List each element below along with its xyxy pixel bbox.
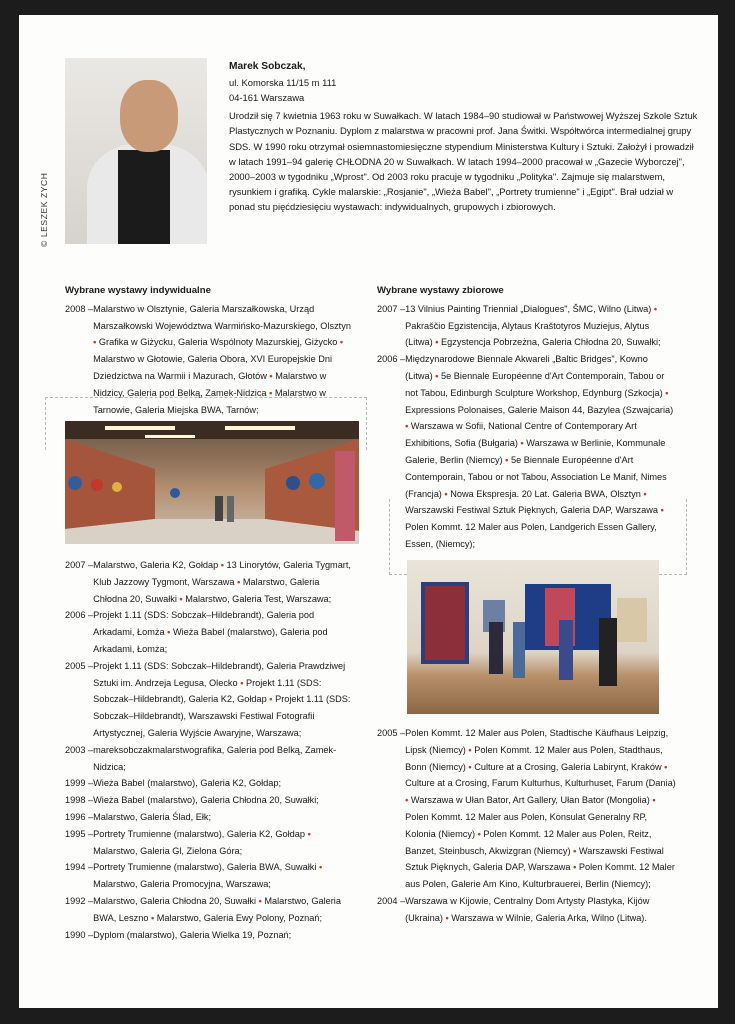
- address-line-1: ul. Komorska 11/15 m 111: [229, 77, 337, 89]
- exhibition-item: Wieża Babel (malarstwo), Galeria K2, Gołdap;: [93, 778, 282, 789]
- collective-exhibitions-heading: Wybrane wystawy zbiorowe: [377, 285, 504, 296]
- bullet-separator: •: [234, 576, 243, 587]
- bullet-separator: •: [176, 593, 186, 604]
- exhibition-year-entry: [65, 826, 355, 860]
- exhibition-item: Malarstwo, Galeria BWA, Leszno: [93, 895, 341, 923]
- exhibition-item: Wieża Babel (malarstwo), Galeria Chłodna 20, Suwałki;: [93, 795, 319, 806]
- artist-name: Marek Sobczak,: [229, 61, 306, 72]
- collective-exhibitions-bottom: [377, 725, 677, 927]
- exhibition-item: Projekt 1.11 (SDS: Sobczak–Hildebrandt), Galeria Prawdziwej Sztuki im. Andrzeja Legusa, Olecko: [93, 660, 346, 688]
- exhibition-year: 1992 –: [65, 895, 94, 906]
- exhibition-item: Wieża Babel (malarstwo), Galeria pod Arkadami, Łomża;: [93, 627, 328, 654]
- exhibition-item: Malarstwo w Głotowie, Galeria Obora, XVI Europejskie Dni Dziedzictwa na Warmii i Mazurach, Głotów: [93, 354, 333, 381]
- bullet-separator: •: [570, 862, 579, 873]
- exhibition-year-entry: [377, 351, 677, 553]
- exhibition-year: 2007 –: [377, 303, 406, 314]
- exhibition-item: 5e Biennale Européenne d'Art Contemporain, Tabou or not Tabou, Association Le Manif, Nimes (Francja): [405, 454, 667, 499]
- gallery-hall-photo: [407, 560, 659, 714]
- exhibition-item: Nowa Ekspresja. 20 Lat. Galeria BWA, Olsztyn: [450, 488, 641, 499]
- bullet-separator: •: [164, 627, 173, 638]
- artist-bio: [229, 59, 699, 214]
- individual-exhibitions-heading: Wybrane wystawy indywidualne: [65, 285, 211, 296]
- bullet-separator: •: [218, 560, 227, 570]
- bullet-separator: •: [256, 895, 265, 906]
- exhibition-year-entry: [65, 607, 355, 657]
- exhibition-item: Malarstwo, Galeria Ewy Polony, Poznań;: [156, 912, 323, 923]
- exhibition-year: 1999 –: [65, 778, 94, 789]
- bullet-separator: •: [148, 912, 157, 923]
- exhibition-year: 2006 –: [377, 354, 406, 365]
- exhibition-item: Malarstwo, Galeria Gl, Zielona Góra;: [93, 845, 243, 856]
- exhibition-item: Warszawa w Ułan Bator, Art Gallery, Ułan Bator (Mongolia): [410, 795, 650, 806]
- photo-credit: © LESZEK ZYCH: [39, 172, 49, 247]
- exhibition-item: Portrety Trumienne (malarstwo), Galeria K2, Gołdap: [93, 828, 306, 839]
- exhibition-year: 2007 –: [65, 560, 94, 570]
- exhibition-item: Dyplom (malarstwo), Galeria Wielka 19, Poznań;: [93, 929, 292, 940]
- bullet-separator: •: [237, 677, 246, 688]
- collective-exhibitions-top: [377, 283, 677, 553]
- exhibition-year-entry: [377, 725, 677, 893]
- exhibition-item: Malarstwo, Galeria Ślad, Ełk;: [93, 811, 212, 822]
- bullet-separator: •: [93, 337, 99, 348]
- exhibition-year-entry: [65, 927, 355, 944]
- exhibition-item: Malarstwo, Galeria Test, Warszawa;: [185, 593, 332, 604]
- bullet-separator: •: [316, 862, 323, 873]
- exhibition-item: Polen Kommt. 12 Maler aus Polen, Galerie Am Kino, Kulturbrauerei, Berlin (Niemcy);: [405, 862, 675, 890]
- exhibition-item: Malarstwo, Galeria Chłodna 20, Suwałki: [93, 895, 257, 906]
- exhibition-item: Malarstwo, Galeria Chłodna 20, Suwałki: [93, 576, 320, 604]
- exhibition-item: Międzynarodowe Biennale Akwareli „Baltic Bridges", Kowno (Litwa): [405, 354, 648, 381]
- exhibition-year: 1990 –: [65, 929, 94, 940]
- bullet-separator: •: [266, 387, 275, 398]
- bullet-separator: •: [432, 337, 442, 348]
- bullet-separator: •: [651, 303, 658, 314]
- exhibition-year-entry: [65, 557, 355, 607]
- bullet-separator: •: [465, 744, 475, 755]
- bullet-separator: •: [502, 454, 511, 465]
- bullet-separator: •: [475, 828, 484, 839]
- bullet-separator: •: [432, 370, 442, 381]
- bullet-separator: •: [662, 387, 669, 398]
- bullet-separator: •: [442, 912, 452, 923]
- gallery-corridor-photo: [65, 421, 359, 544]
- exhibition-item: Malarstwo, Galeria K2, Gołdap: [93, 560, 219, 570]
- exhibition-item: Warszawa w Sofii, National Centre of Contemporary Art Exhibitions, Sofia (Bułgaria): [405, 421, 637, 449]
- exhibition-item: Polen Kommt. 12 Maler aus Polen, Konsulat Generalny RP, Kolonia (Niemcy): [405, 811, 648, 839]
- exhibition-item: Polen Kommt. 12 Maler aus Polen, Reitz, Banzet, Steinbusch, Akwizgran (Niemcy): [405, 828, 652, 856]
- bullet-separator: •: [405, 421, 411, 432]
- exhibition-year-entry: [65, 893, 355, 927]
- exhibition-item: Egzystencja Pobrzeżna, Galeria Chłodna 20, Suwałki;: [441, 337, 661, 348]
- exhibition-item: 5e Biennale Européenne d'Art Contemporain, Tabou or not Tabou, Edinburgh Sculpture Workshop, Edynburg (Szkocja): [405, 370, 665, 398]
- bullet-separator: •: [465, 761, 475, 772]
- bullet-separator: •: [649, 795, 656, 806]
- bullet-separator: •: [266, 370, 276, 381]
- exhibition-item: Warszawa w Kijowie, Centralny Dom Artysty Plastyka, Kijów (Ukraina): [405, 895, 650, 923]
- exhibition-year-entry: [65, 658, 355, 742]
- bio-text: Urodził się 7 kwietnia 1963 roku w Suwałkach. W latach 1984–90 studiował w Państwowej Wyższej Szkole Sztuk Plastycznych w Poznaniu. Dyplom z malarstwa w pracowni prof. Jana Świtki. Współtwórca intermedialnej grupy SDS. W 1990 roku otrzymał osiemnastomiesięczne stypendium Ministerstwa Kultury i Sztuki. Założył i prowadził w latach 1991–94 galerię CHŁODNA 20 w Suwałkach. W latach 1994–2000 pracował w „Gazecie Wyborczej", 2000–2003 w tygodniku „Wprost". Od 2003 roku pracuje w tygodniku „Polityka". Zajmuje się malarstwem, rysunkiem i grafiką. Cykle malarskie: „Rosjanie", „Wieża Babel", „Portrety trumienne" i „Egipt". Brał udział w ponad stu pięćdziesięciu wystawach: indywidualnych, grupowych i zbiorowych.: [229, 110, 698, 212]
- exhibition-item: Pakraščio Egzistencija, Alytaus Kraštotyros Muziejus, Alytus (Litwa): [405, 320, 650, 348]
- exhibition-item: Warszawski Festiwal Sztuk Pięknych, Galeria DAP, Warszawa: [405, 845, 664, 873]
- exhibition-item: Polen Kommt. 12 Maler aus Polen, Landgerich Essen Gallery, Essen, (Niemcy);: [405, 522, 657, 549]
- individual-exhibitions-bottom: [65, 557, 355, 943]
- exhibition-item: Polen Kommt. 12 Maler aus Polen, Stadthaus, Bonn (Niemcy): [405, 744, 663, 772]
- exhibition-item: Culture at a Crosing, Galeria Labirynt, Kraków: [474, 761, 662, 772]
- bullet-separator: •: [441, 488, 451, 499]
- exhibition-item: Projekt 1.11 (SDS: Sobczak–Hildebrandt), Warszawski Festiwal Fotografii Artystycznej, Galeria Wyjście Awaryjne, Warszawa;: [93, 694, 351, 738]
- bullet-separator: •: [305, 828, 311, 839]
- exhibition-item: Polen Kommt. 12 Maler aus Polen, Stadtische Käufhaus Leipzig, Lipsk (Niemcy): [405, 728, 669, 755]
- exhibition-year-entry: [65, 809, 355, 826]
- exhibition-year: 1994 –: [65, 862, 94, 873]
- exhibition-year-entry: [65, 301, 355, 419]
- exhibition-year-entry: [65, 742, 355, 776]
- exhibition-year-entry: [377, 301, 677, 351]
- exhibition-year: 1995 –: [65, 828, 94, 839]
- exhibition-item: Malarstwo w Tarnowie, Galeria Miejska BWA, Tarnów;: [93, 387, 326, 415]
- bullet-separator: •: [570, 845, 579, 856]
- exhibition-item: Malarstwo, Galeria Promocyjna, Warszawa;: [93, 879, 271, 890]
- exhibition-year: 2004 –: [377, 895, 406, 906]
- exhibition-year-entry: [65, 859, 355, 893]
- individual-exhibitions-top: [65, 283, 355, 418]
- exhibition-year: 2005 –: [377, 728, 406, 738]
- bullet-separator: •: [517, 438, 527, 449]
- catalog-page: [19, 15, 718, 1008]
- address-line-2: 04-161 Warszawa: [229, 92, 305, 104]
- exhibition-item: Portrety Trumienne (malarstwo), Galeria BWA, Suwałki: [93, 862, 317, 873]
- exhibition-item: Malarstwo w Olsztynie, Galeria Marszałkowska, Urząd Marszałkowski Województwa Warmińsko-Mazurskiego, Olsztyn: [93, 303, 351, 331]
- exhibition-item: 13 Linorytów, Galeria Tygmart, Klub Jazzowy Tygmont, Warszawa: [93, 560, 351, 587]
- exhibition-item: Grafika w Giżycku, Galeria Wspólnoty Mazurskiej, Giżycko: [98, 337, 338, 348]
- bullet-separator: •: [266, 694, 276, 705]
- bullet-separator: •: [658, 505, 664, 516]
- exhibition-item: Warszawa w Berlinie, Kommunale Galerie, Berlin (Niemcy): [405, 438, 666, 465]
- exhibition-year: 2003 –: [65, 744, 94, 755]
- exhibition-year-entry: [65, 792, 355, 809]
- exhibition-item: Culture at a Crosing, Farum Kulturhus, Kulturhuset, Farum (Dania): [405, 778, 676, 789]
- exhibition-year-entry: [377, 893, 677, 927]
- exhibition-item: mareksobczakmalarstwografika, Galeria pod Belką, Zamek-Nidzica;: [93, 744, 337, 772]
- artist-portrait-photo: [65, 58, 207, 244]
- exhibition-year: 1996 –: [65, 811, 94, 822]
- bullet-separator: •: [405, 795, 411, 806]
- exhibition-year: 2005 –: [65, 660, 94, 671]
- exhibition-year: 2006 –: [65, 610, 94, 621]
- bullet-separator: •: [337, 337, 344, 348]
- bullet-separator: •: [640, 488, 647, 499]
- exhibition-item: Projekt 1.11 (SDS: Sobczak–Hildebrandt), Galeria pod Arkadami, Łomża: [93, 610, 315, 638]
- exhibition-item: Warszawa w Wilnie, Galeria Arka, Wilno (Litwa).: [451, 912, 647, 923]
- exhibition-year: 1998 –: [65, 795, 94, 806]
- exhibition-item: 13 Vilnius Painting Triennial „Dialogues", ŠMC, Wilno (Litwa): [405, 303, 652, 314]
- exhibition-item: Malarstwo w Nidzicy, Galeria pod Belką, Zamek-Nidzica: [93, 370, 327, 398]
- exhibition-item: Warszawski Festiwal Sztuk Pięknych, Galeria DAP, Warszawa: [405, 505, 659, 516]
- exhibition-item: Expressions Polonaises, Galerie Maison 44, Bazylea (Szwajcaria): [405, 404, 674, 415]
- exhibition-year: 2008 –: [65, 303, 94, 314]
- exhibition-year-entry: [65, 775, 355, 792]
- bullet-separator: •: [661, 761, 668, 772]
- exhibition-item: Projekt 1.11 (SDS: Sobczak–Hildebrandt), Galeria K2, Gołdap: [93, 677, 322, 705]
